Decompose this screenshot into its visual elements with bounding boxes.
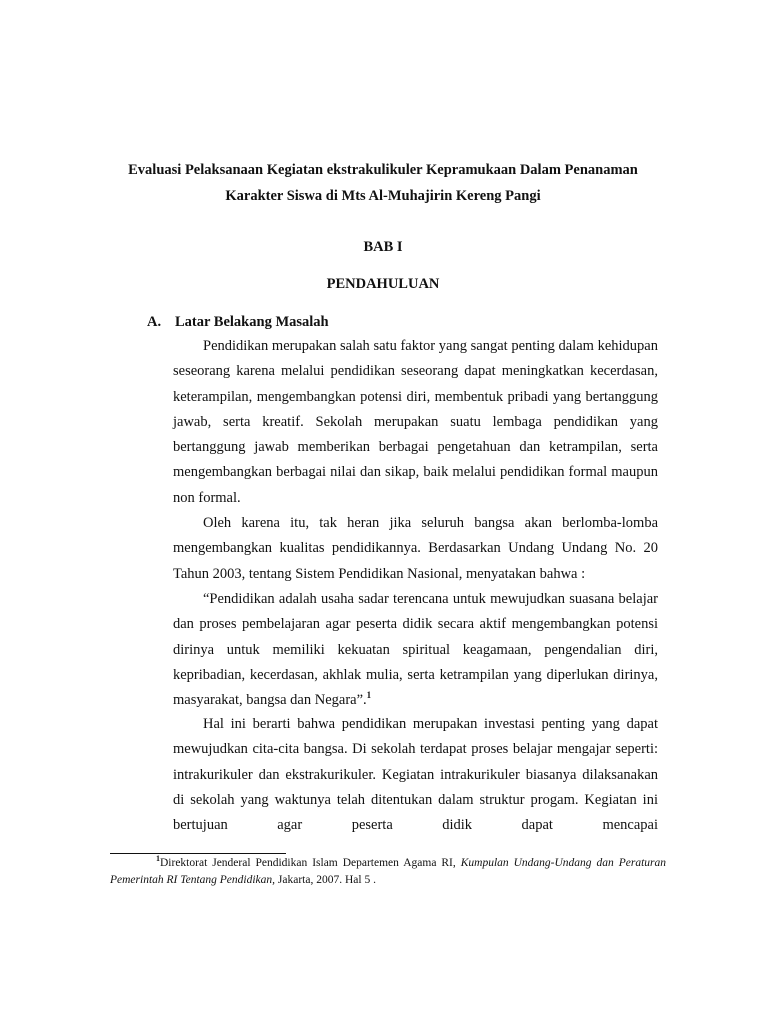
chapter-number: BAB I bbox=[363, 239, 403, 255]
chapter-title: PENDAHULUAN bbox=[326, 276, 440, 292]
footnote-separator bbox=[110, 853, 286, 854]
paragraph-1 bbox=[173, 334, 658, 511]
paragraph-2-text: Oleh karena itu, tak heran jika seluruh bangsa akan berlomba-lomba mengembangkan kualitas pendidikannya. Berdasarkan Undang Undang No. 20 Tahun 2003, tentang Sistem Pendidikan Nasional, menyatakan bahwa : bbox=[173, 515, 658, 582]
footnote-number: 1 bbox=[156, 854, 160, 864]
footnote-text bbox=[110, 855, 666, 889]
footnote-publication: Jakarta, 2007. Hal 5 . bbox=[275, 874, 376, 886]
document-title-line-2: Karakter Siswa di Mts Al-Muhajirin Kereng Pangi bbox=[225, 188, 541, 204]
paragraph-2 bbox=[173, 511, 658, 587]
document-title-line-1: Evaluasi Pelaksanaan Kegiatan ekstrakulikuler Kepramukaan Dalam Penanaman bbox=[128, 162, 638, 178]
paragraph-4 bbox=[173, 712, 658, 838]
section-title: Latar Belakang Masalah bbox=[175, 314, 329, 330]
quotation-paragraph bbox=[173, 587, 658, 713]
section-heading bbox=[147, 314, 329, 331]
section-number: A. bbox=[147, 314, 162, 330]
paragraph-1-text: Pendidikan merupakan salah satu faktor yang sangat penting dalam kehidupan seseorang karena melalui pendidikan seseorang dapat meningkatkan kecerdasan, keterampilan, mengembangkan potensi diri, membentuk pribadi yang bertanggung jawab, serta kreatif. Sekolah merupakan suatu lembaga pendidikan yang bertanggung jawab memberikan berbagai pengetahuan dan ketrampilan, serta mengembangkan berbagai nilai dan sikap, baik melalui pendidikan formal maupun non formal. bbox=[173, 338, 658, 506]
quotation-text: “Pendidikan adalah usaha sadar terencana untuk mewujudkan suasana belajar dan proses pembelajaran agar peserta didik secara aktif mengembangkan potensi dirinya untuk memiliki kekuatan spiritual keagamaan, pengendalian diri, kepribadian, kecerdasan, akhlak mulia, serta ketrampilan yang diperlukan dirinya, masyarakat, bangsa dan Negara”. bbox=[173, 591, 658, 709]
paragraph-4-text: Hal ini berarti bahwa pendidikan merupakan investasi penting yang dapat mewujudkan cita-cita bangsa. Di sekolah terdapat proses belajar mengajar seperti: intrakurikuler dan ekstrakurikuler. Kegiatan intrakurikuler biasanya dilaksanakan di sekolah yang waktunya telah ditentukan dalam struktur progam. Kegiatan ini bertujuan agar peserta didik dapat mencapai bbox=[173, 716, 658, 834]
footnote-book-title: Kumpulan Undang-Undang dan Peraturan Pemerintah RI Tentang Pendidikan, bbox=[110, 857, 666, 886]
quotation-text-container bbox=[173, 587, 658, 713]
footnote bbox=[110, 855, 666, 889]
footnote-reference: 1 bbox=[366, 690, 372, 701]
footnote-source: Direktorat Jenderal Pendidikan Islam Departemen Agama RI, bbox=[160, 857, 461, 869]
